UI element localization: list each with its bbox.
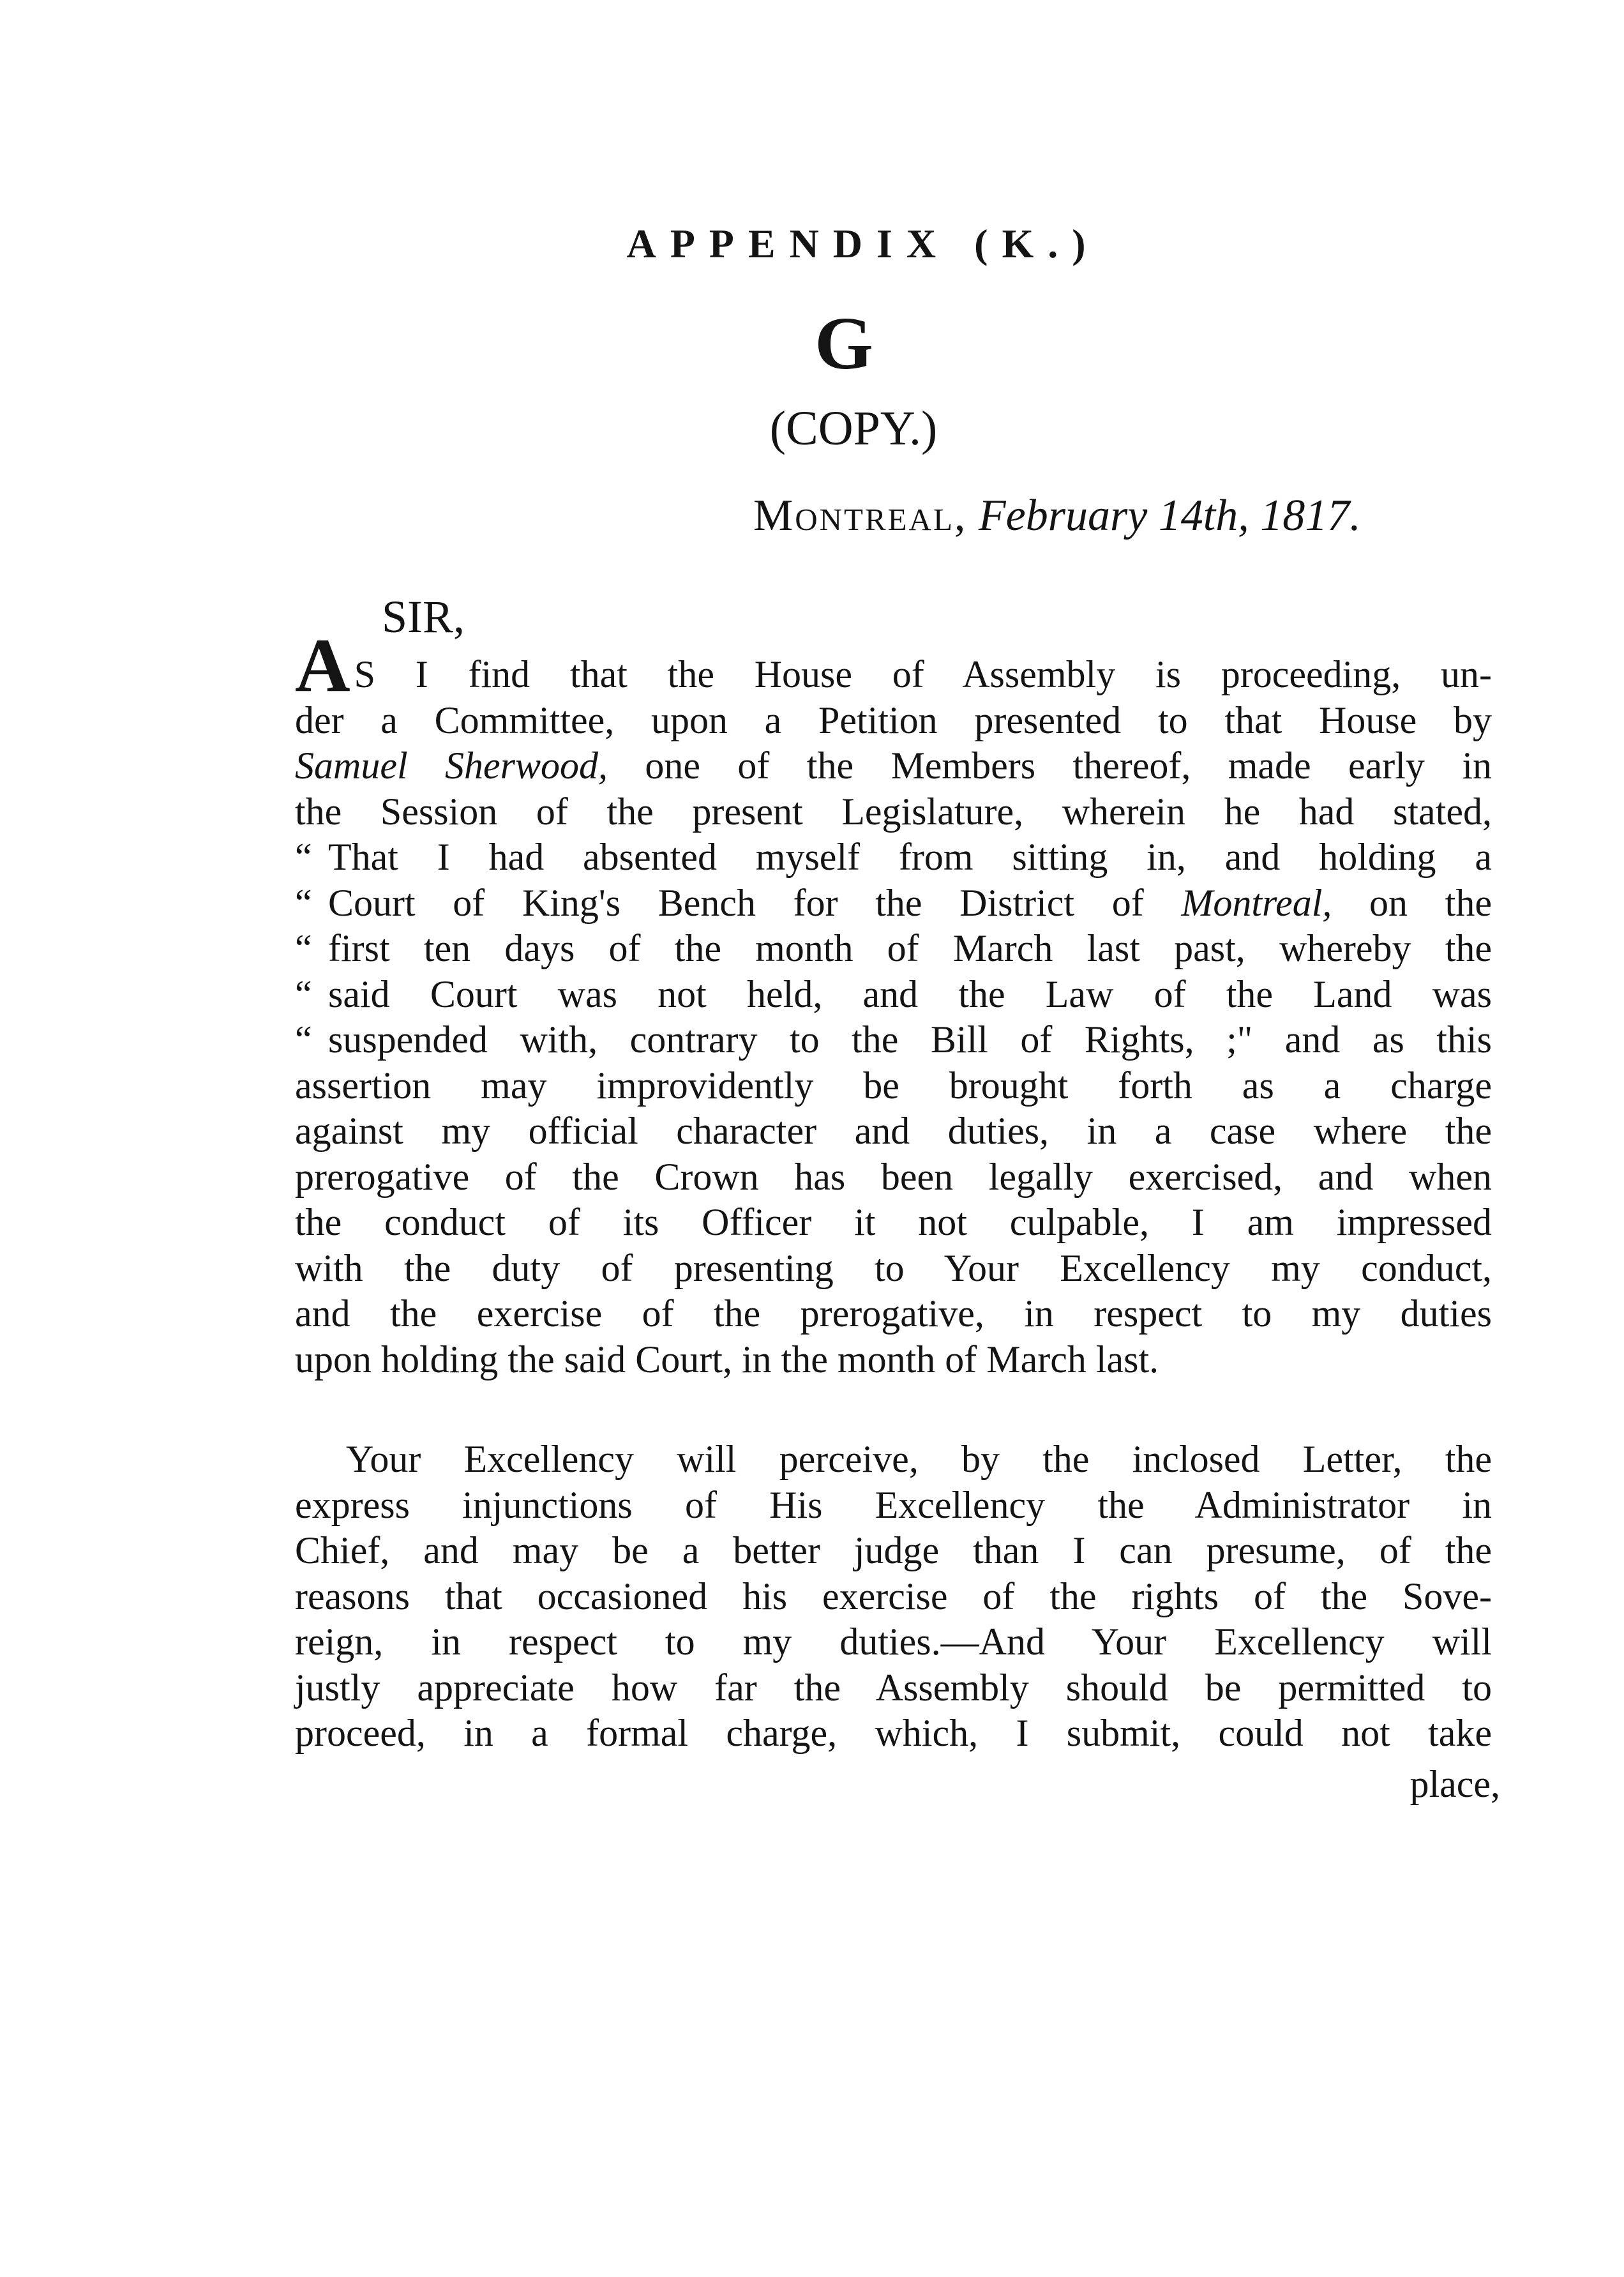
quoted-line: “ Court of King's Bench for the District of Montreal, on the [295,881,1492,927]
text-line: Chief, and may be a better judge than I can presume, of the [295,1529,1492,1571]
dateline-city: Montreal, [753,491,968,540]
text-line: Your Excellency will perceive, by the inclosed Letter, the [346,1438,1492,1480]
text-line: reasons that occasioned his exercise of the rights of the Sove- [295,1575,1492,1617]
text-line: reign, in respect to my duties.—And Your Excellency will [295,1621,1492,1663]
appendix-heading: APPENDIX (K.) [626,221,1100,266]
text-line: assertion may improvidently be brought forth as a charge [295,1064,1492,1107]
text-line: der a Committee, upon a Petition presented to that House by [295,699,1492,741]
appendix-letter: G [815,301,873,385]
quote-mark: “ [295,927,312,969]
quote-mark: “ [295,836,312,878]
salutation: SIR, [382,591,465,642]
text-line: Samuel Sherwood, one of the Members thereof, made early in [295,745,1492,787]
text-line: the Session of the present Legislature, wherein he had stated, [295,790,1492,833]
text-line: against my official character and duties, in a case where the [295,1110,1492,1152]
catchword: place, [1410,1763,1500,1805]
copy-heading: (COPY.) [769,402,938,455]
text-line: with the duty of presenting to Your Excellency my conduct, [295,1246,1492,1289]
quoted-line: “ suspended with, contrary to the Bill of Rights, ;" and as this [295,1017,1492,1063]
text-line: and the exercise of the prerogative, in respect to my duties [295,1292,1492,1335]
paragraph-2 [295,1437,1492,1757]
dateline-date: February 14th, 1817. [978,491,1361,540]
text-line: upon holding the said Court, in the month of March last. [295,1338,1159,1381]
quote-mark: “ [295,1018,312,1061]
text-line: A S I find that the House of Assembly is proceeding, un- [295,623,1492,707]
dateline [753,490,1361,541]
text-line: justly appreciate how far the Assembly should be permitted to [295,1666,1492,1709]
quoted-line: “ said Court was not held, and the Law of the Land was [295,972,1492,1018]
quoted-line: “ That I had absented myself from sitting in, and holding a [295,835,1492,881]
quote-mark: “ [295,972,312,1015]
text-line: prerogative of the Crown has been legally exercised, and when [295,1155,1492,1198]
text-line: proceed, in a formal charge, which, I submit, could not take [295,1712,1492,1754]
paragraph-1 [295,623,1492,1382]
drop-cap: A [295,623,350,707]
quote-mark: “ [295,881,312,924]
quoted-line: “ first ten days of the month of March last past, whereby the [295,926,1492,972]
text-line: express injunctions of His Excellency the Administrator in [295,1483,1492,1526]
text-line: the conduct of its Officer it not culpable, I am impressed [295,1201,1492,1243]
